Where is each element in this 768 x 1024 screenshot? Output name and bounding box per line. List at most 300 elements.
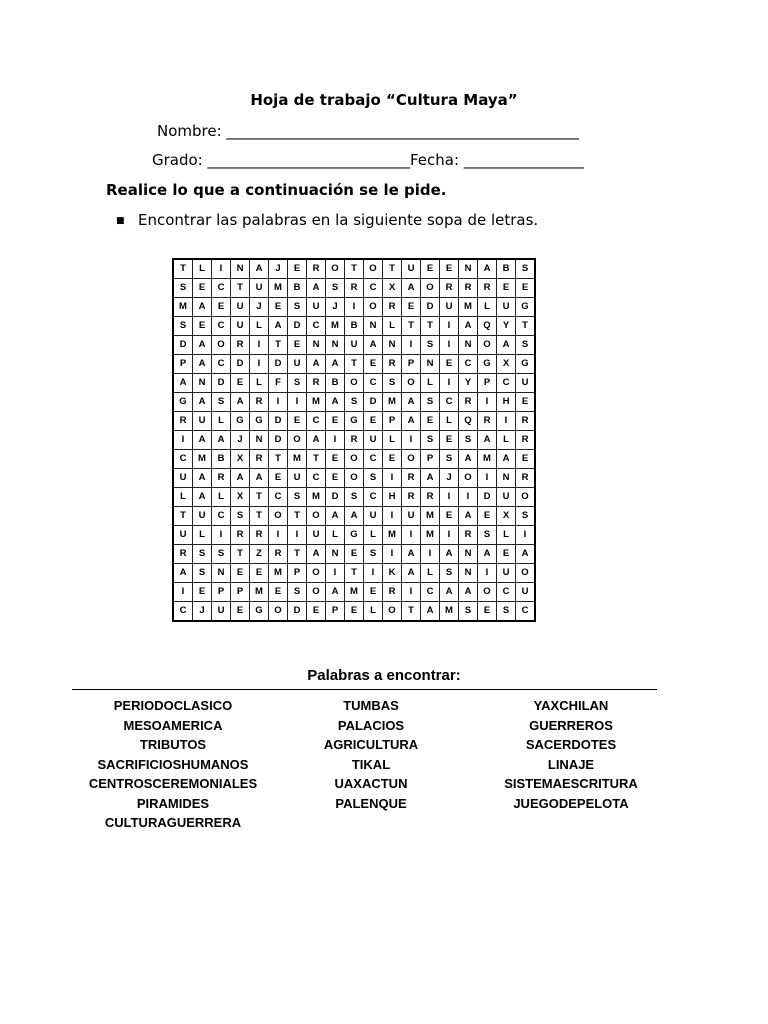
grid-cell: N <box>307 336 326 355</box>
grid-cell: D <box>364 393 383 412</box>
grid-cell: A <box>193 355 212 374</box>
grid-cell: E <box>231 564 250 583</box>
word-item: UAXACTUN <box>334 776 408 791</box>
grid-cell: F <box>269 374 288 393</box>
grid-cell: I <box>440 526 459 545</box>
grid-cell: A <box>326 355 345 374</box>
grid-cell: T <box>231 545 250 564</box>
grid-cell: M <box>421 526 440 545</box>
grid-cell: U <box>212 602 231 622</box>
grid-cell: E <box>288 259 307 279</box>
grid-cell: E <box>421 259 440 279</box>
grid-cell: P <box>173 355 193 374</box>
grid-cell: U <box>364 431 383 450</box>
grid-cell: L <box>440 412 459 431</box>
grid-cell: S <box>212 545 231 564</box>
word-search-grid <box>172 258 536 622</box>
grid-cell: A <box>402 564 421 583</box>
grid-cell: D <box>173 336 193 355</box>
grid-cell: T <box>250 488 269 507</box>
grid-cell: I <box>288 526 307 545</box>
grid-cell: B <box>326 374 345 393</box>
grid-cell: R <box>516 412 536 431</box>
grid-row <box>173 336 535 355</box>
grid-cell: E <box>364 583 383 602</box>
nombre-field-line: Nombre: _______________________________________________ <box>157 122 579 140</box>
grid-cell: O <box>269 507 288 526</box>
grid-cell: A <box>440 583 459 602</box>
grid-cell: C <box>212 317 231 336</box>
grid-cell: A <box>193 488 212 507</box>
word-item: MESOAMERICA <box>123 717 223 733</box>
grid-cell: I <box>440 488 459 507</box>
grid-cell: A <box>193 431 212 450</box>
grid-cell: L <box>478 298 497 317</box>
grid-cell: R <box>231 526 250 545</box>
grid-cell: R <box>345 279 364 298</box>
grid-cell: C <box>269 488 288 507</box>
grid-cell: I <box>383 507 402 526</box>
grid-cell: T <box>288 545 307 564</box>
grid-cell: E <box>326 450 345 469</box>
grid-cell: C <box>307 469 326 488</box>
grid-cell: N <box>459 336 478 355</box>
grid-row <box>173 450 535 469</box>
grid-cell: T <box>345 564 364 583</box>
grid-cell: U <box>231 298 250 317</box>
grid-cell: T <box>269 450 288 469</box>
grid-cell: L <box>193 259 212 279</box>
grid-cell: A <box>459 507 478 526</box>
grid-cell: X <box>231 450 250 469</box>
grid-cell: S <box>421 393 440 412</box>
grid-cell: A <box>459 450 478 469</box>
grid-cell: I <box>269 393 288 412</box>
grid-cell: E <box>497 279 516 298</box>
grid-cell: A <box>231 469 250 488</box>
grid-cell: G <box>516 298 536 317</box>
grid-cell: I <box>478 469 497 488</box>
grid-cell: L <box>421 564 440 583</box>
grid-cell: G <box>345 412 364 431</box>
grid-cell: E <box>497 545 516 564</box>
grid-cell: N <box>459 259 478 279</box>
grid-cell: S <box>288 374 307 393</box>
grid-cell: L <box>193 526 212 545</box>
grid-cell: L <box>364 526 383 545</box>
grid-cell: G <box>345 526 364 545</box>
grid-cell: N <box>212 564 231 583</box>
grid-cell: R <box>402 469 421 488</box>
grid-cell: T <box>345 259 364 279</box>
grid-cell: U <box>173 526 193 545</box>
word-item: PERIODOCLASICO <box>113 698 233 713</box>
grid-cell: K <box>383 564 402 583</box>
grid-cell: G <box>516 355 536 374</box>
word-item: TIKAL <box>351 756 391 772</box>
grid-cell: E <box>440 259 459 279</box>
grid-cell: A <box>402 393 421 412</box>
grid-cell: D <box>269 412 288 431</box>
grid-cell: A <box>193 298 212 317</box>
grid-cell: O <box>269 602 288 622</box>
grid-cell: U <box>307 298 326 317</box>
grid-cell: G <box>250 412 269 431</box>
word-list-column-2 <box>271 696 471 813</box>
grid-cell: M <box>478 450 497 469</box>
grid-cell: A <box>364 336 383 355</box>
grid-cell: J <box>250 298 269 317</box>
grid-row <box>173 279 535 298</box>
grid-cell: E <box>269 583 288 602</box>
grid-cell: N <box>421 355 440 374</box>
grid-cell: I <box>250 336 269 355</box>
grid-cell: P <box>288 564 307 583</box>
grid-cell: D <box>212 374 231 393</box>
grid-cell: M <box>307 488 326 507</box>
grid-cell: E <box>440 431 459 450</box>
grid-cell: M <box>173 298 193 317</box>
grid-cell: C <box>364 279 383 298</box>
grid-cell: A <box>478 259 497 279</box>
grid-cell: X <box>231 488 250 507</box>
grid-cell: I <box>173 431 193 450</box>
grid-cell: O <box>364 298 383 317</box>
grid-cell: I <box>459 488 478 507</box>
grid-cell: N <box>497 469 516 488</box>
grid-cell: O <box>516 488 536 507</box>
grid-cell: C <box>307 412 326 431</box>
grid-cell: U <box>288 355 307 374</box>
grid-row <box>173 564 535 583</box>
grid-cell: D <box>288 602 307 622</box>
grid-cell: N <box>459 564 478 583</box>
grid-cell: R <box>440 279 459 298</box>
grid-cell: B <box>212 450 231 469</box>
grid-cell: E <box>269 469 288 488</box>
grid-cell: U <box>173 469 193 488</box>
grid-cell: U <box>497 488 516 507</box>
grid-cell: T <box>402 317 421 336</box>
grid-cell: E <box>231 602 250 622</box>
grid-cell: T <box>307 450 326 469</box>
grid-cell: O <box>478 336 497 355</box>
grid-cell: A <box>421 469 440 488</box>
grid-cell: A <box>516 545 536 564</box>
grid-cell: R <box>231 336 250 355</box>
grid-cell: A <box>440 545 459 564</box>
grid-cell: R <box>269 545 288 564</box>
grid-cell: J <box>326 298 345 317</box>
grid-cell: A <box>250 259 269 279</box>
grid-cell: S <box>193 564 212 583</box>
grid-cell: I <box>250 355 269 374</box>
grid-cell: R <box>173 545 193 564</box>
grid-cell: L <box>364 602 383 622</box>
grid-cell: A <box>231 393 250 412</box>
grid-cell: J <box>440 469 459 488</box>
grid-cell: G <box>250 602 269 622</box>
grid-cell: T <box>250 507 269 526</box>
grid-cell: R <box>173 412 193 431</box>
grid-cell: T <box>402 602 421 622</box>
grid-cell: I <box>440 317 459 336</box>
grid-cell: D <box>326 488 345 507</box>
word-item: PALENQUE <box>335 795 407 811</box>
grid-cell: S <box>459 431 478 450</box>
grid-cell: O <box>421 279 440 298</box>
grid-cell: I <box>402 526 421 545</box>
grid-cell: S <box>383 374 402 393</box>
grid-cell: I <box>478 564 497 583</box>
grid-cell: O <box>212 336 231 355</box>
grid-cell: A <box>478 431 497 450</box>
grid-cell: A <box>307 279 326 298</box>
grid-cell: R <box>478 279 497 298</box>
word-item: SACERDOTES <box>525 737 617 752</box>
grid-cell: S <box>497 602 516 622</box>
grid-cell: O <box>345 374 364 393</box>
grid-cell: I <box>440 336 459 355</box>
grid-cell: U <box>250 279 269 298</box>
grid-cell: U <box>193 412 212 431</box>
grid-cell: R <box>250 526 269 545</box>
words-heading: Palabras a encontrar: <box>307 667 461 684</box>
grid-cell: U <box>497 564 516 583</box>
grid-cell: U <box>193 507 212 526</box>
grid-cell: R <box>250 450 269 469</box>
grid-cell: S <box>440 564 459 583</box>
grid-cell: R <box>421 488 440 507</box>
grid-cell: I <box>326 564 345 583</box>
grid-cell: L <box>497 526 516 545</box>
grid-cell: I <box>421 545 440 564</box>
grid-cell: R <box>383 298 402 317</box>
grid-cell: A <box>269 317 288 336</box>
grid-cell: S <box>288 583 307 602</box>
grid-row <box>173 317 535 336</box>
grid-cell: E <box>478 507 497 526</box>
grid-cell: C <box>440 393 459 412</box>
grid-cell: M <box>345 583 364 602</box>
grid-cell: I <box>383 545 402 564</box>
grid-cell: G <box>231 412 250 431</box>
grid-cell: L <box>250 374 269 393</box>
word-item: YAXCHILAN <box>533 698 609 713</box>
grid-cell: M <box>269 279 288 298</box>
word-item: CULTURAGUERRERA <box>104 815 242 830</box>
grid-cell: A <box>326 583 345 602</box>
grid-cell: U <box>497 298 516 317</box>
grid-cell: M <box>250 583 269 602</box>
grid-cell: T <box>288 507 307 526</box>
grid-cell: A <box>459 583 478 602</box>
square-bullet-icon: ■ <box>116 216 125 226</box>
grid-cell: O <box>516 564 536 583</box>
bullet-item-text: Encontrar las palabras en la siguiente sopa de letras. <box>138 211 539 229</box>
grid-cell: T <box>516 317 536 336</box>
grid-row <box>173 259 535 279</box>
grid-cell: N <box>459 545 478 564</box>
grid-cell: E <box>250 564 269 583</box>
grid-cell: A <box>193 469 212 488</box>
grid-cell: E <box>402 298 421 317</box>
grid-cell: O <box>402 450 421 469</box>
grid-cell: A <box>307 545 326 564</box>
grid-cell: U <box>516 374 536 393</box>
grid-cell: L <box>212 412 231 431</box>
bullet-item <box>116 211 538 229</box>
grid-cell: R <box>250 393 269 412</box>
grid-cell: S <box>440 450 459 469</box>
grid-cell: Q <box>478 317 497 336</box>
word-item: SACRIFICIOSHUMANOS <box>97 756 249 772</box>
grid-cell: E <box>364 355 383 374</box>
grid-cell: A <box>421 602 440 622</box>
grid-cell: I <box>478 393 497 412</box>
grid-cell: D <box>478 488 497 507</box>
grid-cell: Y <box>497 317 516 336</box>
grid-cell: H <box>497 393 516 412</box>
grid-cell: E <box>421 412 440 431</box>
word-item: AGRICULTURA <box>323 737 419 752</box>
grid-cell: I <box>326 431 345 450</box>
grid-cell: M <box>421 507 440 526</box>
grid-cell: S <box>326 279 345 298</box>
grid-cell: A <box>193 336 212 355</box>
worksheet-title: Hoja de trabajo “Cultura Maya” <box>250 91 518 109</box>
grid-cell: T <box>231 279 250 298</box>
grid-cell: R <box>212 469 231 488</box>
grid-cell: I <box>402 336 421 355</box>
grid-cell: M <box>307 393 326 412</box>
grid-cell: P <box>212 583 231 602</box>
grid-cell: A <box>307 431 326 450</box>
grid-cell: M <box>326 317 345 336</box>
grid-row <box>173 431 535 450</box>
grid-cell: D <box>421 298 440 317</box>
grid-cell: E <box>345 602 364 622</box>
grid-row <box>173 412 535 431</box>
grid-cell: L <box>383 431 402 450</box>
grid-cell: B <box>497 259 516 279</box>
grid-cell: L <box>326 526 345 545</box>
grid-cell: Q <box>459 412 478 431</box>
word-list-column-1 <box>73 696 273 833</box>
grid-cell: N <box>326 545 345 564</box>
grid-cell: I <box>269 526 288 545</box>
grid-cell: X <box>383 279 402 298</box>
grid-cell: O <box>288 431 307 450</box>
grid-cell: R <box>459 393 478 412</box>
grid-cell: S <box>516 336 536 355</box>
grid-cell: S <box>193 545 212 564</box>
grid-cell: I <box>402 583 421 602</box>
grid-cell: R <box>383 355 402 374</box>
grid-cell: O <box>307 507 326 526</box>
grid-cell: U <box>345 336 364 355</box>
grid-cell: L <box>212 488 231 507</box>
grid-cell: J <box>231 431 250 450</box>
grid-cell: S <box>421 336 440 355</box>
grid-cell: C <box>212 279 231 298</box>
grid-cell: A <box>459 317 478 336</box>
grid-cell: C <box>173 602 193 622</box>
grid-cell: A <box>173 374 193 393</box>
grid-cell: S <box>364 545 383 564</box>
grid-cell: E <box>516 279 536 298</box>
grid-cell: D <box>269 431 288 450</box>
grid-row <box>173 374 535 393</box>
grid-cell: E <box>478 602 497 622</box>
grid-cell: O <box>364 259 383 279</box>
grid-cell: O <box>459 469 478 488</box>
grid-cell: A <box>250 469 269 488</box>
grid-cell: N <box>193 374 212 393</box>
grid-cell: A <box>345 507 364 526</box>
grid-cell: T <box>421 317 440 336</box>
grid-cell: L <box>173 488 193 507</box>
grid-cell: S <box>288 488 307 507</box>
grid-row <box>173 355 535 374</box>
grid-cell: S <box>173 317 193 336</box>
grid-cell: E <box>231 374 250 393</box>
grid-cell: D <box>288 317 307 336</box>
grid-cell: C <box>364 374 383 393</box>
grid-cell: C <box>212 355 231 374</box>
grid-cell: E <box>307 602 326 622</box>
grid-cell: M <box>383 393 402 412</box>
grid-cell: O <box>345 450 364 469</box>
grid-cell: Z <box>250 545 269 564</box>
grid-cell: A <box>402 412 421 431</box>
grid-cell: O <box>326 259 345 279</box>
grid-cell: N <box>383 336 402 355</box>
grid-cell: S <box>421 431 440 450</box>
grid-cell: E <box>364 412 383 431</box>
grid-cell: A <box>402 279 421 298</box>
grid-row <box>173 488 535 507</box>
grid-cell: O <box>307 583 326 602</box>
grid-cell: S <box>173 279 193 298</box>
grid-cell: A <box>497 450 516 469</box>
grid-cell: C <box>173 450 193 469</box>
grid-row <box>173 545 535 564</box>
grid-cell: S <box>345 488 364 507</box>
grid-cell: P <box>421 450 440 469</box>
grid-cell: O <box>383 602 402 622</box>
grid-cell: A <box>193 393 212 412</box>
grid-cell: O <box>345 469 364 488</box>
grid-cell: I <box>402 431 421 450</box>
grid-cell: I <box>345 298 364 317</box>
grid-cell: E <box>345 545 364 564</box>
word-item: CENTROSCEREMONIALES <box>88 776 258 791</box>
grid-cell: U <box>516 583 536 602</box>
grid-cell: E <box>193 583 212 602</box>
words-divider <box>72 689 657 690</box>
grid-cell: U <box>402 259 421 279</box>
grid-cell: I <box>288 393 307 412</box>
grid-cell: R <box>345 431 364 450</box>
grid-cell: P <box>383 412 402 431</box>
grid-cell: E <box>383 450 402 469</box>
grid-cell: R <box>383 583 402 602</box>
grid-cell: I <box>364 564 383 583</box>
grid-cell: S <box>364 469 383 488</box>
grid-cell: O <box>307 564 326 583</box>
grid-cell: A <box>307 355 326 374</box>
